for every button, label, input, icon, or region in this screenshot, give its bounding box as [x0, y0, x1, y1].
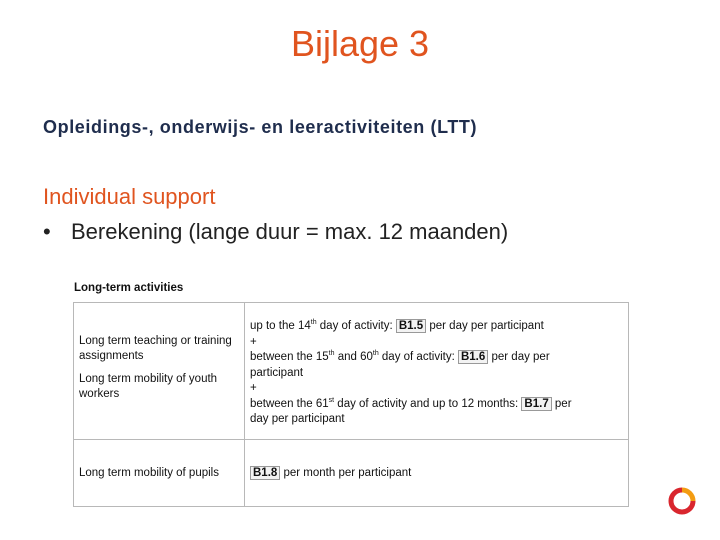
code-b1-7: B1.7 [521, 397, 551, 411]
long-term-activities-table [73, 302, 629, 507]
rate-cell [245, 440, 629, 507]
logo-ring-icon [668, 487, 696, 515]
slide-title: Bijlage 3 [290, 23, 430, 64]
rate-line-2: between the 15th and 60th day of activity: B1.6 per day per [250, 350, 550, 363]
bullet-item [43, 219, 508, 245]
rate-line-3: between the 61st day of activity and up to 12 months: B1.7 per [250, 396, 572, 410]
individual-support-heading: Individual support [43, 184, 216, 209]
code-b1-5: B1.5 [396, 319, 426, 333]
bullet-symbol: • [43, 219, 51, 244]
rate-line-3-wrap: day per participant [250, 413, 345, 425]
rate-cell [245, 303, 629, 440]
rate-text-pupils: per month per participant [280, 467, 412, 479]
table-caption: Long-term activities [74, 282, 184, 294]
table-row [74, 440, 629, 507]
table-row [74, 303, 629, 440]
code-b1-8: B1.8 [250, 466, 280, 480]
plus-sign: + [250, 335, 257, 348]
rate-line-2-wrap: participant [250, 366, 304, 379]
activity-cell [74, 440, 245, 507]
plus-sign: + [250, 382, 257, 394]
activity-teaching-assignments: Long term teaching or training assignments [79, 335, 232, 362]
bullet-text: Berekening (lange duur = max. 12 maanden) [71, 219, 509, 244]
activity-cell [74, 303, 245, 440]
code-b1-6: B1.6 [458, 350, 488, 364]
activity-youth-workers: Long term mobility of youth workers [79, 373, 218, 400]
rate-line-1: up to the 14th day of activity: B1.5 per day per participant [250, 319, 544, 332]
section-subheading: Opleidings-, onderwijs- en leeractiviteiten (LTT) [43, 117, 478, 137]
activity-pupils: Long term mobility of pupils [79, 467, 219, 479]
